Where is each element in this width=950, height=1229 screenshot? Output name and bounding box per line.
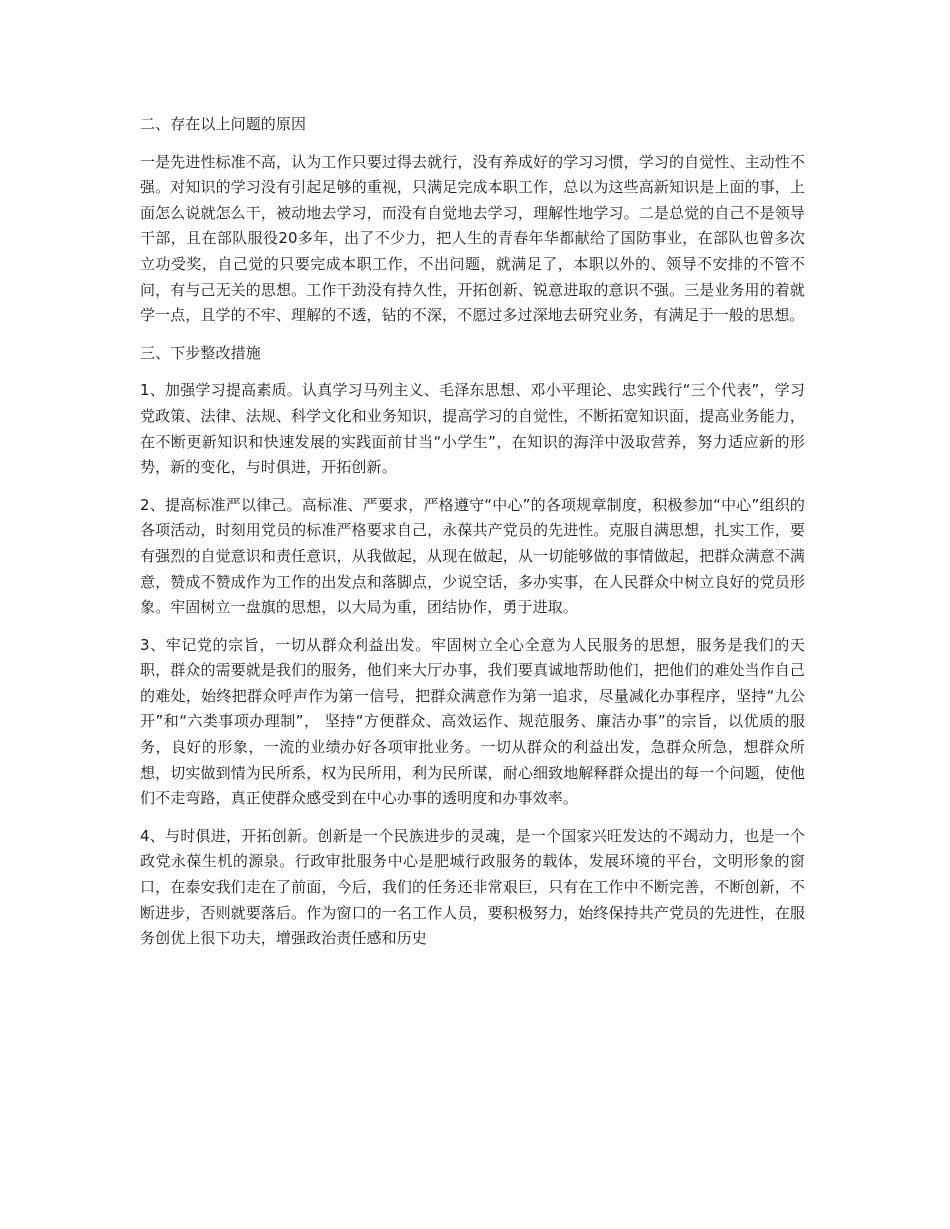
- heading-measures: 三、下步整改措施: [140, 343, 261, 362]
- paragraph-reasons: 一是先进性标准不高，认为工作只要过得去就行，没有养成好的学习习惯，学习的自觉性、主动性不强。对知识的学习没有引起足够的重视，只满足完成本职工作，总以为这些高新知识是上面的事，上面怎么说就怎么干，被动地去学习，而没有自觉地去学习，理解性地学习。二是总觉的自己不是领导干部，且在部队服役20多年，出了不少力，把人生的青春年华都献给了国防事业，在部队也曾多次立功受奖，自己觉的只要完成本职工作，不出问题，就满足了，本职以外的、领导不安排的不管不问，有与己无关的思想。工作干劲没有持久性，开拓创新、锐意进取的意识不强。三是业务用的着就学一点，且学的不牢、理解的不透，钻的不深，不愿过多过深地去研究业务，有满足于一般的思想。: [140, 152, 805, 325]
- paragraph-measure-4: 4、与时俱进，开拓创新。创新是一个民族进步的灵魂，是一个国家兴旺发达的不竭动力，也是一个政党永葆生机的源泉。行政审批服务中心是肥城行政服务的载体，发展环境的平台，文明形象的窗口，在泰安我们走在了前面，今后，我们的任务还非常艰巨，只有在工作中不断完善，不断创新，不断进步，否则就要落后。作为窗口的一名工作人员，要积极努力，始终保持共产党员的先进性，在服务创优上很下功夫，增强政治责任感和历史: [140, 826, 805, 948]
- paragraph-measure-1: 1、加强学习提高素质。认真学习马列主义、毛泽东思想、邓小平理论、忠实践行“三个代表”，学习党政策、法律、法规、科学文化和业务知识，提高学习的自觉性，不断拓宽知识面，提高业务能力，在不断更新知识和快速发展的实践面前甘当“小学生”，在知识的海洋中汲取营养，努力适应新的形势，新的变化，与时俱进，开拓创新。: [140, 381, 805, 477]
- paragraph-measure-2: 2、提高标准严以律己。高标准、严要求，严格遵守“中心”的各项规章制度，积极参加“中心”组织的各项活动，时刻用党员的标准严格要求自己，永葆共产党员的先进性。克服自满思想，扎实工作，要有强烈的自觉意识和责任意识，从我做起，从现在做起，从一切能够做的事情做起，把群众满意不满意，赞成不赞成作为工作的出发点和落脚点，少说空话，多办实事，在人民群众中树立良好的党员形象。牢固树立一盘旗的思想，以大局为重，团结协作，勇于进取。: [140, 495, 805, 617]
- heading-reasons: 二、存在以上问题的原因: [140, 115, 307, 133]
- document-body: [140, 112, 805, 964]
- paragraph-measure-3: 3、牢记党的宗旨，一切从群众利益出发。牢固树立全心全意为人民服务的思想，服务是我们的天职，群众的需要就是我们的服务，他们来大厅办事，我们要真诚地帮助他们，把他们的难处当作自己的难处，始终把群众呼声作为第一信号，把群众满意作为第一追求，尽量减化办事程序，坚持“九公开”和“六类事项办理制”， 坚持“方便群众、高效运作、规范服务、廉洁办事”的宗旨，以优质的服务，良好的形象，一流的业绩办好各项审批业务。一切从群众的利益出发，急群众所急，想群众所想，切实做到情为民所系，权为民所用，利为民所谋，耐心细致地解释群众提出的每一个问题，使他们不走弯路，真正使群众感受到在中心办事的透明度和办事效率。: [140, 635, 805, 808]
